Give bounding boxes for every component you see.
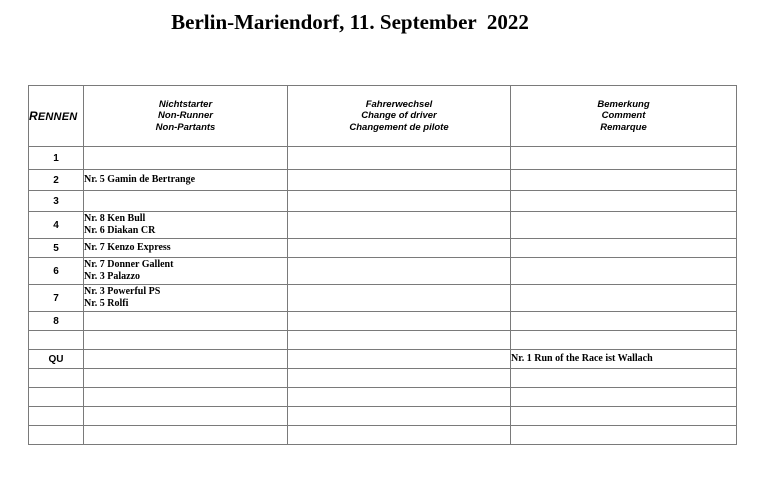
driver-change-cell bbox=[288, 191, 511, 212]
nonstarter-entry: Nr. 6 Diakan CR bbox=[84, 225, 156, 236]
nonstarter-entry: Nr. 3 Palazzo bbox=[84, 271, 141, 282]
nonstarter-cell bbox=[84, 191, 288, 212]
driver-change-column-header bbox=[288, 86, 511, 147]
comment-cell bbox=[511, 285, 737, 312]
driver-change-cell bbox=[288, 239, 511, 258]
nonstarter-entry: Nr. 5 Gamin de Bertrange bbox=[84, 173, 196, 185]
table-row bbox=[29, 170, 737, 191]
table-row bbox=[29, 312, 737, 331]
table-row bbox=[29, 147, 737, 170]
header-line-de: Bemerkung bbox=[597, 98, 650, 110]
comment-cell bbox=[511, 258, 737, 285]
race-number-cell: 3 bbox=[29, 191, 84, 212]
race-column-header bbox=[29, 86, 84, 147]
comment-column-header bbox=[511, 86, 737, 147]
driver-change-cell bbox=[288, 331, 511, 350]
nonstarter-cell bbox=[84, 369, 288, 388]
driver-change-cell bbox=[288, 170, 511, 191]
driver-change-cell bbox=[288, 147, 511, 170]
table-row bbox=[29, 191, 737, 212]
driver-change-cell bbox=[288, 426, 511, 445]
nonstarter-column-header bbox=[84, 86, 288, 147]
table-row bbox=[29, 369, 737, 388]
comment-cell bbox=[511, 147, 737, 170]
table-row bbox=[29, 407, 737, 426]
race-number-cell bbox=[29, 388, 84, 407]
nonstarter-entry: Nr. 7 Donner Gallent bbox=[84, 258, 174, 270]
header-line-fr: Changement de pilote bbox=[349, 121, 449, 133]
race-number-cell bbox=[29, 369, 84, 388]
race-number-cell bbox=[29, 407, 84, 426]
comment-cell bbox=[511, 426, 737, 445]
nonstarter-entry: Nr. 5 Rolfi bbox=[84, 298, 129, 309]
nonstarter-cell bbox=[84, 388, 288, 407]
comment-cell bbox=[511, 191, 737, 212]
race-number-cell: 2 bbox=[29, 170, 84, 191]
nonstarter-entry: Nr. 7 Kenzo Express bbox=[84, 241, 171, 253]
table-row bbox=[29, 388, 737, 407]
comment-cell bbox=[511, 312, 737, 331]
table-row bbox=[29, 239, 737, 258]
header-line-de: Fahrerwechsel bbox=[365, 98, 433, 110]
driver-change-cell bbox=[288, 350, 511, 369]
race-number-cell bbox=[29, 426, 84, 445]
comment-cell bbox=[511, 239, 737, 258]
header-line-en: Comment bbox=[601, 110, 646, 122]
nonstarter-cell bbox=[84, 285, 288, 312]
nonstarter-cell bbox=[84, 331, 288, 350]
race-number-cell: 1 bbox=[29, 147, 84, 170]
comment-cell bbox=[511, 212, 737, 239]
race-number-cell: 5 bbox=[29, 239, 84, 258]
document-title: Berlin-Mariendorf, 11. September 2022 bbox=[171, 10, 529, 34]
comment-cell bbox=[511, 170, 737, 191]
header-line-fr: Non-Partants bbox=[155, 121, 216, 133]
nonstarter-cell bbox=[84, 212, 288, 239]
comment-cell bbox=[511, 407, 737, 426]
header-line-en: Change of driver bbox=[361, 110, 437, 122]
table-row bbox=[29, 331, 737, 350]
driver-change-cell bbox=[288, 407, 511, 426]
header-line-de: Nichtstarter bbox=[158, 98, 213, 110]
nonstarter-entry: Nr. 8 Ken Bull bbox=[84, 212, 146, 224]
nonstarter-cell bbox=[84, 147, 288, 170]
race-number-cell: 7 bbox=[29, 285, 84, 312]
race-header-rest: ENNEN bbox=[37, 111, 78, 123]
comment-cell bbox=[511, 388, 737, 407]
nonstarter-cell bbox=[84, 170, 288, 191]
nonstarter-cell bbox=[84, 258, 288, 285]
nonstarter-entry: Nr. 3 Powerful PS bbox=[84, 285, 161, 297]
table-row bbox=[29, 258, 737, 285]
race-header-initial: R bbox=[29, 109, 38, 123]
comment-cell: Nr. 1 Run of the Race ist Wallach bbox=[511, 350, 737, 369]
race-number-cell: QU bbox=[29, 350, 84, 369]
race-number-cell bbox=[29, 331, 84, 350]
table-row bbox=[29, 350, 737, 369]
driver-change-cell bbox=[288, 258, 511, 285]
table-row bbox=[29, 285, 737, 312]
header-line-fr: Remarque bbox=[600, 121, 647, 133]
table-header-row bbox=[29, 86, 737, 147]
race-number-cell: 6 bbox=[29, 258, 84, 285]
header-line-en: Non-Runner bbox=[158, 110, 213, 122]
comment-cell bbox=[511, 369, 737, 388]
race-number-cell: 4 bbox=[29, 212, 84, 239]
table-row bbox=[29, 426, 737, 445]
driver-change-cell bbox=[288, 212, 511, 239]
nonstarter-table bbox=[28, 85, 737, 445]
nonstarter-cell bbox=[84, 239, 288, 258]
nonstarter-cell bbox=[84, 426, 288, 445]
comment-cell bbox=[511, 331, 737, 350]
nonstarter-cell bbox=[84, 350, 288, 369]
driver-change-cell bbox=[288, 369, 511, 388]
table-body bbox=[29, 86, 737, 445]
driver-change-cell bbox=[288, 388, 511, 407]
driver-change-cell bbox=[288, 285, 511, 312]
race-number-cell: 8 bbox=[29, 312, 84, 331]
nonstarter-cell bbox=[84, 312, 288, 331]
table-row bbox=[29, 212, 737, 239]
nonstarter-cell bbox=[84, 407, 288, 426]
driver-change-cell bbox=[288, 312, 511, 331]
